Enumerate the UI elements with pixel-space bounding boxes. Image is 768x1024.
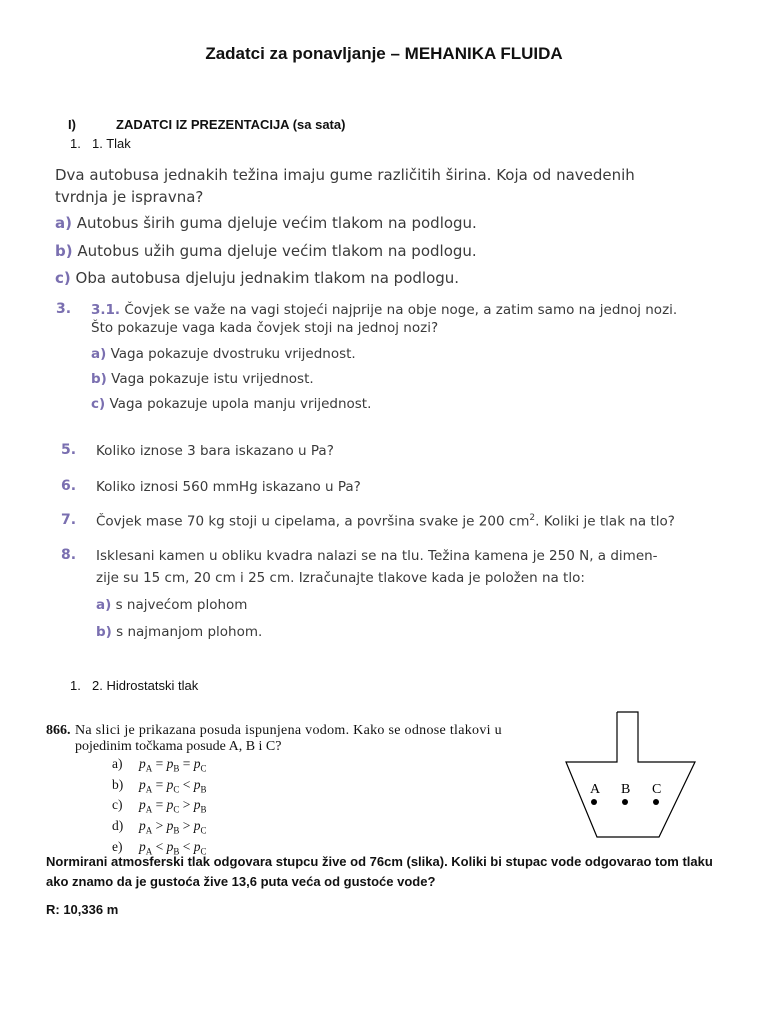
question-line: Normirani atmosferski tlak odgovara stupcu žive od 76cm (slika). Koliki bi stupac vode odgovarao tom tlaku [46,854,713,869]
option-item [55,214,477,232]
vessel-outline [566,712,695,837]
answer-options [112,756,207,859]
question-text: Isklesani kamen u obliku kvadra nalazi se na tlu. Težina kamena je 250 N, a dimen- [96,548,658,564]
option-item [91,371,314,387]
section-roman: I) [68,117,76,132]
option-letter: d) [112,818,124,834]
subsection-label: 1. Tlak [92,136,131,151]
section-heading: ZADATCI IZ PREZENTACIJA (sa sata) [116,117,346,132]
option-text: Vaga pokazuje dvostruku vrijednost. [110,346,356,362]
option-item [55,242,477,260]
point-c [653,799,659,805]
question-text [96,513,675,530]
option-letter: a) [91,346,107,362]
question-text: Dva autobusa jednakih težina imaju gume različitih širina. Koja od navedenih [55,166,635,184]
question-text: zije su 15 cm, 20 cm i 25 cm. Izračunajte tlakove kada je položen na tlo: [96,570,585,586]
question-text: Koliko iznose 3 bara iskazano u Pa? [96,443,334,459]
page-title: Zadatci za ponavljanje – MEHANIKA FLUIDA [205,44,563,63]
question-subnumber: 3.1. [91,302,121,318]
option-letter: a) [96,597,112,613]
option-item: b) $p_A = p_C < p_B$ [112,776,207,795]
vessel-figure [560,708,720,843]
option-text: Oba autobusa djeluju jednakim tlakom na podlogu. [75,269,460,287]
option-letter: b) [91,371,107,387]
option-item [96,624,262,640]
option-item: d) $p_A > p_B > p_C$ [112,818,207,836]
label-c: C [652,782,662,797]
subsection-number: 1. [70,678,81,693]
option-letter: c) [112,797,123,813]
question-text: Što pokazuje vaga kada čovjek stoji na jednoj nozi? [91,320,439,336]
subsection-label: 2. Hidrostatski tlak [92,678,199,693]
subsection-number: 1. [70,136,81,151]
point-b [622,799,628,805]
question-text: pojedinim točkama posude A, B i C? [75,739,282,754]
option-text: Autobus širih guma djeluje većim tlakom na podlogu. [76,214,477,232]
question-text: Na slici je prikazana posuda ispunjena vodom. Kako se odnose tlakovi u [75,723,502,738]
option-text: s najmanjom plohom. [116,624,263,640]
question-number: 6. [61,478,77,494]
option-text: Autobus užih guma djeluje većim tlakom na podlogu. [77,242,477,260]
option-item: c) $p_A = p_C > p_B$ [112,797,207,816]
option-item [96,597,247,613]
point-a [591,799,597,805]
question-number: 866. [46,723,71,738]
superscript: 2 [529,513,536,523]
question-text: Koliko iznosi 560 mmHg iskazano u Pa? [96,479,361,495]
question-number: 8. [61,547,77,563]
option-letter: b) [96,624,112,640]
question-text [91,302,677,318]
option-item: e) $p_A < p_B < p_C$ [112,838,207,857]
question-line: Čovjek mase 70 kg stoji u cipelama, a površina svake je 200 cm [96,513,530,530]
option-item [91,396,371,412]
option-letter: a) [55,214,72,232]
option-letter: a) [112,756,123,771]
question-number: 3. [56,301,72,317]
question-number: 7. [61,512,77,528]
option-letter: b) [112,776,124,792]
label-a: A [590,782,601,797]
option-text: Vaga pokazuje upola manju vrijednost. [109,396,372,412]
question-number: 5. [61,442,77,458]
question-text: tvrdnja je ispravna? [55,188,204,206]
answer-text: R: 10,336 m [46,902,119,917]
option-letter: c) [55,269,71,287]
question-line: . Koliki je tlak na tlo? [535,513,675,530]
option-letter: e) [112,838,123,854]
option-text: s najvećom plohom [115,597,248,613]
option-text: Vaga pokazuje istu vrijednost. [111,371,314,387]
option-item: a) $p_A = p_B = p_C$ [112,756,207,774]
label-b: B [621,782,631,797]
option-letter: c) [91,396,106,412]
option-item [91,346,356,362]
option-letter: b) [55,242,73,260]
question-line: Čovjek se važe na vagi stojeći najprije na obje noge, a zatim samo na jednoj nozi. [124,302,678,318]
question-text [46,852,713,892]
option-item [55,269,459,287]
question-line: ako znamo da je gustoća žive 13,6 puta veća od gustoće vode? [46,874,436,889]
